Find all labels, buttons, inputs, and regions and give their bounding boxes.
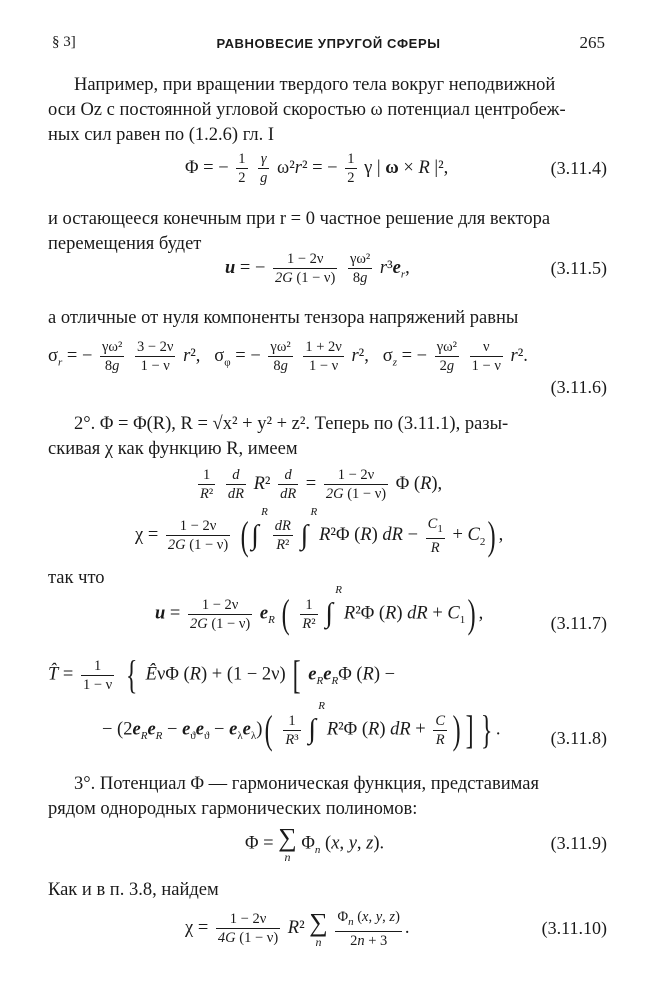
- paragraph-line: Например, при вращении твердого тела вокруг неподвижной: [74, 75, 556, 95]
- equation-3-11-10: χ = $\frac{1 - 2\nu}{4G (1 - \nu)}$ R² ∑ n $\frac{\Phi_n (x, y, z)}{2n + 3}$ .: [185, 907, 410, 949]
- paragraph-line: Как и в п. 3.8, найдем: [48, 880, 219, 900]
- equation-3-11-6: $\sigma_r$ = − $\frac{\text{γω²}}{8g}$ $\frac{3 - 2\nu}{1 - \nu}$ r², $\sigma_\varphi$ = − $\frac{\text{γω²}}{8g}$ $\frac{1 + 2\nu}{1 - \nu}$ r², $\sigma_z$ = − $\frac{\text{γω²}}{2g}$ $\frac{\nu}{1 - \nu}$ r².: [48, 339, 528, 374]
- page-number: 265: [579, 33, 605, 52]
- equation-number: (3.11.9): [550, 833, 607, 853]
- paragraph-line: так что: [48, 568, 105, 588]
- paragraph-line: и остающееся конечным при r = 0 частное решение для вектора: [48, 209, 551, 229]
- section-marker: § 3]: [52, 34, 76, 50]
- equation-number: (3.11.8): [550, 728, 607, 748]
- running-title: РАВНОВЕСИЕ УПРУГОЙ СФЕРЫ: [216, 36, 441, 51]
- paragraph-line: рядом однородных гармонических полиномов:: [48, 799, 418, 819]
- equation-3-11-7: u = $\frac{1 - 2\nu}{2G (1 - \nu)}$ $e_R$ ( $\frac{1}{\text{R²}}$ ∫ R R²Φ (R) dR + $C_1$) ,: [155, 584, 484, 636]
- paragraph-line: оси Oz с постоянной угловой скоростью ω потенциал центробеж-: [48, 100, 566, 120]
- paragraph-line: а отличные от нуля компоненты тензора напряжений равны: [48, 308, 519, 328]
- paragraph-line: 3°. Потенциал Φ — гармоническая функция, представимая: [74, 774, 539, 794]
- paragraph-line: ных сил равен по (1.2.6) гл. I: [48, 125, 275, 145]
- equation-number: (3.11.7): [550, 613, 607, 633]
- equation-3-11-4: Φ = − $\frac{1}{2}$ $\frac{\gamma}{g}$ ω²r² = − $\frac{1}{2}$ γ | ω × R |²,: [185, 151, 449, 186]
- equation-3-11-8-line1: T̂ = $\frac{1}{1 - \nu}$ { ÊνΦ (R) + (1 − 2ν) [ $e_Re_R\Phi$ (R) −: [48, 652, 396, 697]
- equation-3-11-9: Φ = ∑ n $\Phi_n$ (x, y, z).: [245, 823, 385, 864]
- equation-number: (3.11.5): [550, 258, 607, 278]
- equation-chi-solution: χ = $\frac{1 - 2\nu}{2G (1 - \nu)}$ (∫ R $\frac{dR}{\text{R²}}$ ∫ R R²Φ (R) dR − $\frac{C_1}{R}$ + $C_2$) ,: [135, 505, 504, 558]
- equation-number: (3.11.10): [541, 918, 607, 938]
- equation-3-11-5: u = − $\frac{1 - 2\nu}{2G (1 - \nu)}$ $\frac{\text{γω²}}{8g}$ $r^3e_r$,: [225, 251, 410, 286]
- equation-chi-ode: $\frac{1}{\text{R²}}$ $\frac{d}{dR}$ R² $\frac{d}{dR}$ = $\frac{1 - 2\nu}{2G (1 - \nu)}$ Φ (R),: [200, 467, 443, 502]
- equation-number: (3.11.4): [550, 158, 607, 178]
- paragraph-line: перемещения будет: [48, 234, 202, 254]
- equation-number: (3.11.6): [550, 377, 607, 397]
- equation-3-11-8-line2: − $(2e_Re_R - e_ϑe_ϑ - e_\lambda e_\lambda)$( $\frac{1}{\text{R³}}$ ∫ R R²Φ (R) dR + $\frac{C}{R}$ ) ] } .: [102, 700, 501, 752]
- paragraph-line: скивая χ как функцию R, имеем: [48, 439, 298, 459]
- paragraph-line: 2°. Φ = Φ(R), R = √x² + y² + z². Теперь по (3.11.1), разы-: [74, 414, 509, 434]
